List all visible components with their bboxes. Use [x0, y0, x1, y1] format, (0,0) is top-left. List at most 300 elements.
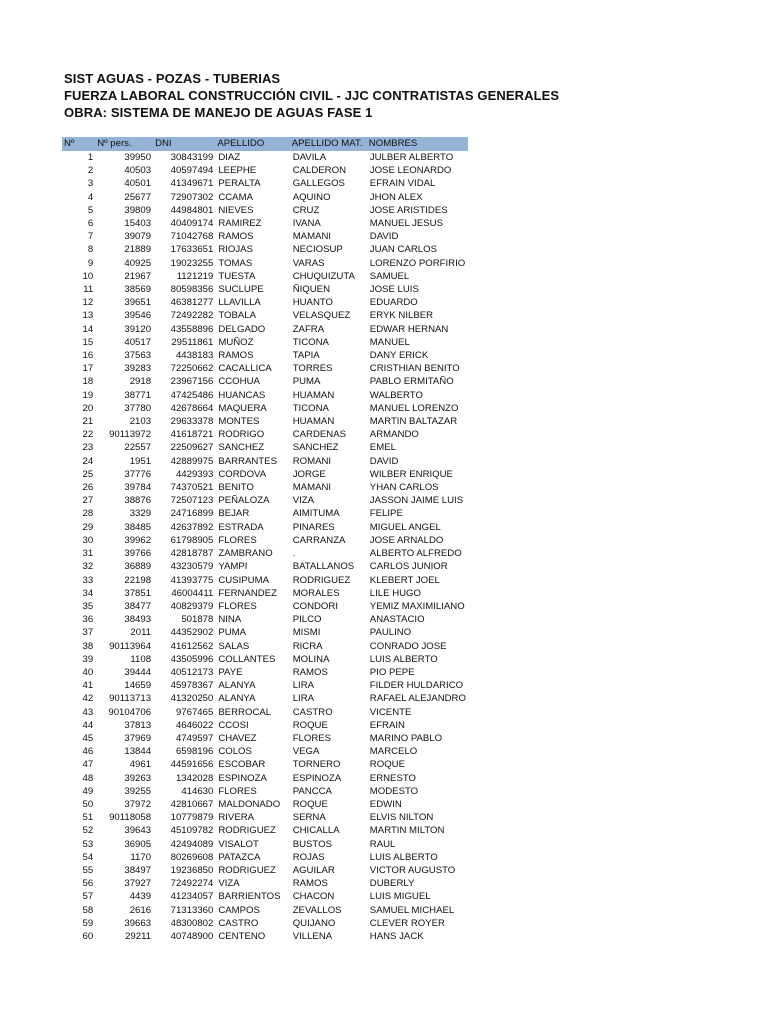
cell-dni: 41393775	[170, 574, 214, 586]
cell-dni: 46381277	[170, 297, 214, 309]
cell-surname: RAMIREZ	[218, 218, 262, 230]
cell-maternal-surname: ROMANI	[292, 455, 332, 467]
cell-number: 13	[82, 310, 94, 322]
table-row	[62, 785, 468, 798]
cell-surname: MALDONADO	[218, 798, 281, 810]
cell-personnel-number: 15403	[124, 218, 152, 230]
cell-dni: 414630	[181, 785, 214, 797]
cell-maternal-surname: AGUILAR	[292, 864, 335, 876]
table-row	[62, 613, 468, 626]
cell-surname: BENITO	[218, 482, 254, 494]
cell-number: 5	[87, 204, 94, 216]
cell-first-names: SAMUEL	[369, 270, 410, 282]
cell-number: 60	[82, 930, 94, 942]
cell-first-names: ROQUE	[369, 759, 405, 771]
cell-first-names: JOSE ARNALDO	[369, 534, 444, 546]
cell-personnel-number: 90118058	[109, 812, 152, 824]
cell-personnel-number: 2103	[129, 416, 152, 428]
cell-first-names: WILBER ENRIQUE	[369, 468, 453, 480]
cell-surname: CCAMA	[218, 191, 253, 203]
table-row	[62, 653, 468, 666]
cell-maternal-surname: RICRA	[292, 640, 323, 652]
cell-first-names: PABLO ERMITAÑO	[369, 376, 454, 388]
cell-surname: VISALOT	[218, 838, 259, 850]
cell-first-names: ARMANDO	[369, 429, 419, 441]
cell-number: 12	[82, 297, 94, 309]
cell-first-names: LUIS ALBERTO	[369, 851, 438, 863]
table-row	[62, 758, 468, 771]
title-system: SIST AGUAS - POZAS - TUBERIAS	[64, 71, 281, 86]
cell-personnel-number: 39283	[124, 363, 152, 375]
cell-personnel-number: 38569	[124, 284, 152, 296]
cell-first-names: VICTOR AUGUSTO	[369, 864, 456, 876]
cell-surname: CHAVEZ	[218, 732, 257, 744]
cell-number: 20	[82, 402, 94, 414]
cell-personnel-number: 39263	[124, 772, 152, 784]
cell-maternal-surname: ROQUE	[292, 798, 328, 810]
table-row	[62, 494, 468, 507]
cell-number: 17	[82, 363, 94, 375]
cell-first-names: JOSE ARISTIDES	[369, 204, 448, 216]
cell-first-names: PIO PEPE	[369, 666, 415, 678]
cell-first-names: MARTIN BALTAZAR	[369, 416, 458, 428]
cell-surname: RODRIGUEZ	[218, 825, 276, 837]
cell-maternal-surname: RAMOS	[292, 878, 328, 890]
cell-personnel-number: 38771	[124, 389, 152, 401]
cell-surname: MUÑOZ	[218, 336, 254, 348]
cell-dni: 72250662	[170, 363, 214, 375]
workers-table-container	[62, 137, 468, 943]
cell-dni: 43230579	[170, 561, 214, 573]
cell-number: 44	[82, 719, 94, 731]
cell-personnel-number: 39950	[124, 152, 152, 163]
cell-dni: 47425486	[170, 389, 214, 401]
cell-maternal-surname: GALLEGOS	[292, 178, 345, 190]
table-row	[62, 547, 468, 560]
cell-dni: 6598196	[175, 746, 214, 758]
cell-number: 51	[82, 812, 94, 824]
cell-dni: 42678664	[170, 402, 214, 414]
cell-first-names: MARTIN MILTON	[369, 825, 445, 837]
cell-number: 36	[82, 614, 94, 626]
cell-dni: 41234057	[170, 891, 214, 903]
cell-surname: TUESTA	[218, 270, 256, 282]
cell-surname: CENTENO	[218, 930, 266, 942]
cell-surname: PERALTA	[218, 178, 261, 190]
cell-surname: PATAZCA	[218, 851, 261, 863]
cell-personnel-number: 39079	[124, 231, 152, 243]
cell-personnel-number: 4439	[129, 891, 152, 903]
cell-surname: BARRIENTOS	[218, 891, 281, 903]
cell-personnel-number: 1951	[129, 455, 152, 467]
table-row	[62, 296, 468, 309]
cell-dni: 17633651	[170, 244, 214, 256]
table-row	[62, 626, 468, 639]
cell-number: 38	[82, 640, 94, 652]
table-row	[62, 864, 468, 877]
cell-surname: SALAS	[218, 640, 250, 652]
cell-first-names: MARINO PABLO	[369, 732, 443, 744]
cell-personnel-number: 90113972	[109, 429, 152, 441]
cell-surname: FLORES	[218, 600, 257, 612]
cell-maternal-surname: VILLENA	[292, 930, 333, 942]
cell-personnel-number: 38485	[124, 521, 152, 533]
cell-first-names: RAUL	[369, 838, 396, 850]
cell-first-names: LILE HUGO	[369, 587, 421, 599]
cell-surname: VIZA	[218, 878, 240, 890]
table-row	[62, 666, 468, 679]
cell-dni: 22509627	[170, 442, 214, 454]
table-row	[62, 428, 468, 441]
cell-personnel-number: 22198	[124, 574, 152, 586]
table-row	[62, 375, 468, 388]
cell-maternal-surname: ÑIQUEN	[292, 284, 330, 296]
cell-surname: PEÑALOZA	[218, 495, 270, 507]
cell-number: 53	[82, 838, 94, 850]
cell-personnel-number: 40925	[124, 257, 152, 269]
cell-maternal-surname: CHACON	[292, 891, 335, 903]
cell-first-names: JULBER ALBERTO	[369, 152, 454, 163]
table-row	[62, 811, 468, 824]
cell-first-names: CRISTHIAN BENITO	[369, 363, 460, 375]
cell-maternal-surname: LIRA	[292, 693, 315, 705]
cell-personnel-number: 37813	[124, 719, 152, 731]
cell-first-names: EDUARDO	[369, 297, 418, 309]
cell-personnel-number: 37969	[124, 732, 152, 744]
cell-first-names: EMEL	[369, 442, 396, 454]
cell-first-names: LUIS MIGUEL	[369, 891, 431, 903]
cell-personnel-number: 25677	[124, 191, 152, 203]
cell-personnel-number: 21889	[124, 244, 152, 256]
table-row	[62, 692, 468, 705]
cell-first-names: KLEBERT JOEL	[369, 574, 440, 586]
cell-number: 50	[82, 798, 94, 810]
cell-first-names: MODESTO	[369, 785, 419, 797]
cell-first-names: ALBERTO ALFREDO	[369, 548, 462, 560]
cell-first-names: DUBERLY	[369, 878, 415, 890]
cell-surname: NINA	[218, 614, 242, 626]
cell-personnel-number: 38876	[124, 495, 152, 507]
cell-number: 24	[82, 455, 94, 467]
cell-maternal-surname: VARAS	[292, 257, 325, 269]
cell-number: 39	[82, 653, 94, 665]
cell-number: 23	[82, 442, 94, 454]
table-row	[62, 415, 468, 428]
cell-surname: LEEPHE	[218, 165, 257, 177]
cell-dni: 74370521	[170, 482, 214, 494]
cell-first-names: JHON ALEX	[369, 191, 423, 203]
cell-number: 28	[82, 508, 94, 520]
table-row	[62, 389, 468, 402]
title-workforce: FUERZA LABORAL CONSTRUCCIÓN CIVIL - JJC CONTRATISTAS GENERALES	[64, 88, 560, 103]
table-row	[62, 230, 468, 243]
header-dni: DNI	[153, 137, 215, 151]
cell-maternal-surname: CARRANZA	[292, 534, 346, 546]
cell-surname: DIAZ	[218, 152, 241, 163]
cell-number: 45	[82, 732, 94, 744]
cell-maternal-surname: MAMANI	[292, 231, 332, 243]
cell-first-names: FILDER HULDARICO	[369, 680, 464, 692]
cell-surname: RAMOS	[218, 350, 254, 362]
cell-maternal-surname: RAMOS	[292, 666, 328, 678]
cell-maternal-surname: QUIJANO	[292, 917, 336, 929]
table-row	[62, 323, 468, 336]
cell-dni: 42810667	[170, 798, 214, 810]
table-header-row	[62, 137, 468, 151]
cell-personnel-number: 22557	[124, 442, 152, 454]
cell-number: 57	[82, 891, 94, 903]
cell-maternal-surname: VELASQUEZ	[292, 310, 351, 322]
cell-number: 15	[82, 336, 94, 348]
cell-personnel-number: 38497	[124, 864, 152, 876]
cell-personnel-number: 2616	[129, 904, 152, 916]
cell-surname: RIVERA	[218, 812, 255, 824]
cell-number: 37	[82, 627, 94, 639]
table-row	[62, 336, 468, 349]
header-maternal-surname: APELLIDO MAT.	[290, 137, 367, 151]
cell-personnel-number: 3329	[129, 508, 152, 520]
cell-personnel-number: 29211	[125, 930, 152, 942]
cell-maternal-surname: TAPIA	[292, 350, 320, 362]
table-row	[62, 151, 468, 164]
cell-dni: 71313360	[170, 904, 214, 916]
cell-maternal-surname: FLORES	[292, 732, 332, 744]
cell-surname: RAMOS	[218, 231, 254, 243]
cell-surname: TOBALA	[218, 310, 257, 322]
cell-maternal-surname: IVANA	[292, 218, 321, 230]
cell-personnel-number: 1108	[130, 653, 152, 665]
cell-maternal-surname: ROQUE	[292, 719, 328, 731]
cell-dni: 42637892	[170, 521, 214, 533]
cell-dni: 45109782	[170, 825, 214, 837]
cell-maternal-surname: MAMANI	[292, 482, 332, 494]
cell-dni: 44984801	[170, 204, 214, 216]
cell-dni: 71042768	[170, 231, 214, 243]
cell-number: 46	[82, 746, 94, 758]
cell-maternal-surname: VIZA	[292, 495, 315, 507]
cell-personnel-number: 39784	[124, 482, 152, 494]
table-row	[62, 164, 468, 177]
cell-first-names: RAFAEL ALEJANDRO	[369, 693, 466, 705]
cell-number: 8	[87, 244, 94, 256]
cell-surname: FERNANDEZ	[218, 587, 277, 599]
cell-dni: 48300802	[170, 917, 214, 929]
table-row	[62, 890, 468, 903]
table-row	[62, 402, 468, 415]
cell-maternal-surname: TICONA	[292, 402, 329, 414]
cell-number: 40	[82, 666, 94, 678]
cell-dni: 43558896	[170, 323, 214, 335]
cell-first-names: YHAN CARLOS	[369, 482, 439, 494]
table-row	[62, 309, 468, 322]
cell-surname: YAMPI	[218, 561, 248, 573]
cell-dni: 40597494	[170, 165, 214, 177]
cell-dni: 43505996	[170, 653, 214, 665]
cell-surname: PUMA	[218, 627, 247, 639]
cell-maternal-surname: PANCCA	[292, 785, 332, 797]
cell-personnel-number: 37972	[124, 798, 152, 810]
cell-first-names: CARLOS JUNIOR	[369, 561, 448, 573]
cell-surname: ALANYA	[218, 680, 256, 692]
cell-dni: 29633378	[170, 416, 214, 428]
cell-maternal-surname: TORRES	[292, 363, 333, 375]
cell-dni: 9767465	[175, 706, 214, 718]
cell-maternal-surname: TORNERO	[292, 759, 341, 771]
cell-maternal-surname: HUANTO	[292, 297, 334, 309]
cell-first-names: MANUEL	[369, 336, 410, 348]
cell-dni: 24716899	[170, 508, 214, 520]
table-row	[62, 798, 468, 811]
table-row	[62, 824, 468, 837]
cell-dni: 4429393	[175, 468, 214, 480]
cell-surname: CCOHUA	[218, 376, 260, 388]
table-row	[62, 930, 468, 943]
cell-personnel-number: 40501	[124, 178, 152, 190]
cell-first-names: WALBERTO	[369, 389, 423, 401]
table-row	[62, 917, 468, 930]
cell-dni: 40829379	[170, 600, 214, 612]
cell-dni: 10779879	[170, 812, 214, 824]
cell-dni: 4646022	[175, 719, 214, 731]
cell-number: 41	[82, 680, 94, 692]
cell-personnel-number: 2011	[130, 627, 152, 639]
cell-dni: 42818787	[170, 548, 214, 560]
cell-surname: ZAMBRANO	[218, 548, 273, 560]
cell-personnel-number: 40503	[124, 165, 152, 177]
cell-dni: 41320250	[170, 693, 214, 705]
cell-maternal-surname: ESPINOZA	[292, 772, 342, 784]
cell-maternal-surname: ZEVALLOS	[292, 904, 342, 916]
title-project: OBRA: SISTEMA DE MANEJO DE AGUAS FASE 1	[64, 105, 373, 120]
cell-personnel-number: 37851	[124, 587, 152, 599]
cell-number: 4	[87, 191, 94, 203]
header-surname: APELLIDO	[215, 137, 289, 151]
cell-number: 3	[87, 178, 94, 190]
table-row	[62, 719, 468, 732]
cell-surname: FLORES	[218, 534, 257, 546]
cell-maternal-surname: MOLINA	[292, 653, 330, 665]
table-row	[62, 640, 468, 653]
cell-personnel-number: 39766	[124, 548, 152, 560]
cell-number: 21	[82, 416, 94, 428]
cell-surname: RODRIGO	[218, 429, 265, 441]
cell-maternal-surname: PUMA	[292, 376, 321, 388]
cell-number: 43	[82, 706, 94, 718]
document-header	[64, 70, 560, 121]
cell-surname: CACALLICA	[218, 363, 272, 375]
cell-surname: CORDOVA	[218, 468, 267, 480]
cell-maternal-surname: CHICALLA	[292, 825, 340, 837]
cell-dni: 72507123	[170, 495, 214, 507]
cell-first-names: ERYK NILBER	[369, 310, 434, 322]
cell-surname: FLORES	[218, 785, 257, 797]
table-row	[62, 904, 468, 917]
cell-surname: MONTES	[218, 416, 260, 428]
cell-first-names: MANUEL JESUS	[369, 218, 444, 230]
cell-first-names: LUIS ALBERTO	[369, 653, 438, 665]
cell-dni: 29511861	[171, 336, 214, 348]
cell-dni: 41612562	[170, 640, 214, 652]
table-row	[62, 600, 468, 613]
cell-first-names: YEMIZ MAXIMILIANO	[369, 600, 465, 612]
cell-number: 34	[82, 587, 94, 599]
cell-surname: CCOSI	[218, 719, 249, 731]
cell-dni: 19023255	[170, 257, 214, 269]
cell-first-names: MANUEL LORENZO	[369, 402, 459, 414]
table-row	[62, 521, 468, 534]
cell-maternal-surname: PILCO	[292, 614, 322, 626]
table-row	[62, 468, 468, 481]
cell-maternal-surname: .	[292, 548, 296, 560]
cell-surname: ESPINOZA	[218, 772, 267, 784]
cell-first-names: ERNESTO	[369, 772, 416, 784]
cell-maternal-surname: RODRIGUEZ	[292, 574, 351, 586]
table-row	[62, 838, 468, 851]
cell-number: 25	[82, 468, 94, 480]
table-row	[62, 243, 468, 256]
header-personnel-number: Nº pers.	[95, 137, 153, 151]
cell-number: 22	[82, 429, 94, 441]
cell-dni: 44591656	[170, 759, 214, 771]
cell-maternal-surname: HUAMAN	[292, 389, 335, 401]
cell-maternal-surname: BUSTOS	[292, 838, 332, 850]
table-row	[62, 534, 468, 547]
cell-number: 59	[82, 917, 94, 929]
cell-first-names: ELVIS NILTON	[369, 812, 434, 824]
cell-first-names: CLEVER ROYER	[369, 917, 445, 929]
cell-number: 54	[82, 851, 94, 863]
cell-dni: 72492274	[170, 878, 214, 890]
cell-personnel-number: 14659	[124, 680, 152, 692]
table-row	[62, 877, 468, 890]
cell-personnel-number: 1170	[130, 851, 152, 863]
cell-personnel-number: 39663	[124, 917, 152, 929]
table-row	[62, 745, 468, 758]
cell-surname: ESCOBAR	[218, 759, 266, 771]
cell-first-names: VICENTE	[369, 706, 412, 718]
cell-dni: 46004411	[171, 587, 214, 599]
cell-personnel-number: 40517	[124, 336, 152, 348]
cell-number: 30	[82, 534, 94, 546]
table-row	[62, 191, 468, 204]
cell-maternal-surname: CALDERON	[292, 165, 346, 177]
cell-number: 2	[87, 165, 94, 177]
cell-personnel-number: 90113964	[109, 640, 152, 652]
cell-maternal-surname: NECIOSUP	[292, 244, 343, 256]
cell-maternal-surname: CRUZ	[292, 204, 320, 216]
cell-surname: RIOJAS	[218, 244, 253, 256]
cell-personnel-number: 36889	[124, 561, 152, 573]
cell-first-names: DANY ERICK	[369, 350, 429, 362]
cell-number: 1	[87, 152, 94, 163]
cell-number: 16	[82, 350, 94, 362]
cell-surname: HUANCAS	[218, 389, 266, 401]
cell-dni: 42889975	[170, 455, 214, 467]
cell-personnel-number: 4961	[129, 759, 152, 771]
cell-personnel-number: 37563	[124, 350, 152, 362]
cell-first-names: FELIPE	[369, 508, 403, 520]
table-row	[62, 204, 468, 217]
cell-maternal-surname: CASTRO	[292, 706, 333, 718]
table-row	[62, 772, 468, 785]
cell-dni: 4438183	[175, 350, 214, 362]
cell-maternal-surname: HUAMAN	[292, 416, 335, 428]
cell-maternal-surname: LIRA	[292, 680, 315, 692]
cell-first-names: ANASTACIO	[369, 614, 425, 626]
cell-surname: BEJAR	[218, 508, 250, 520]
cell-dni: 40409174	[170, 218, 214, 230]
cell-maternal-surname: CARDENAS	[292, 429, 346, 441]
